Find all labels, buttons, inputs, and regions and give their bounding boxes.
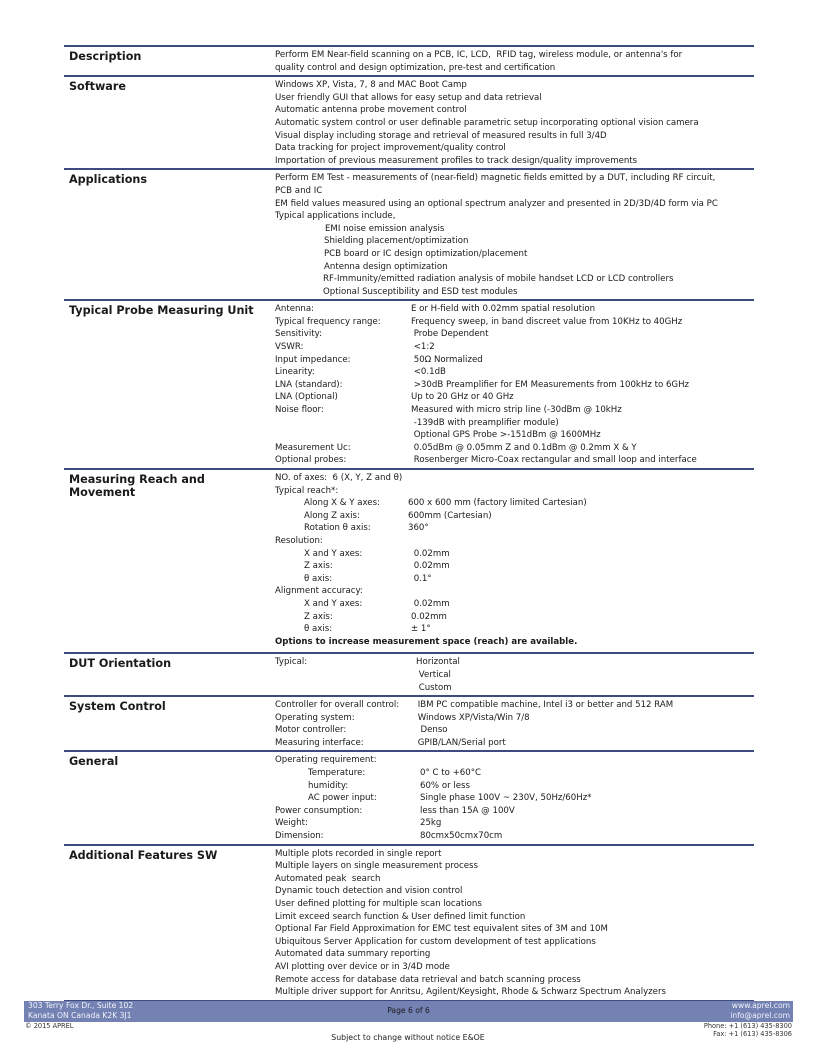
spec-value: -139dB with preamplifier module)	[411, 417, 559, 428]
spec-row	[275, 767, 754, 780]
text-line: Windows XP, Vista, 7, 8 and MAC Boot Camp	[275, 80, 467, 91]
text-line: PCB and IC	[275, 185, 323, 196]
spec-label: Noise floor:	[275, 405, 324, 416]
spec-value: 50Ω Normalized	[411, 354, 483, 365]
spec-label: Temperature:	[308, 768, 366, 779]
text-line: EM field values measured using an optional spectrum analyzer and presented in 2D/3D/4D form via PC	[275, 198, 718, 209]
spec-row	[275, 442, 754, 455]
list-item: Optional Susceptibility and ESD test modules	[323, 286, 518, 297]
feature-item: AVI plotting over device or in 3/4D mode	[275, 961, 450, 972]
spec-label: VSWR:	[275, 342, 304, 353]
disclaimer-notice: Subject to change without notice E&OE	[331, 1033, 485, 1042]
spec-label: Z axis:	[304, 611, 333, 622]
spec-row	[275, 699, 754, 712]
spec-label: Dimension:	[275, 831, 324, 842]
spec-value: 0.05dBm @ 0.05mm Z and 0.1dBm @ 0.2mm X & Y	[411, 442, 637, 453]
spec-row	[275, 497, 754, 510]
email-link[interactable]: info@aprel.com	[730, 1011, 790, 1020]
spec-label: humidity:	[308, 780, 349, 791]
text-line: Perform EM Test - measurements of (near-field) magnetic fields emitted by a DUT, including RF circuit,	[275, 173, 716, 184]
section-title: Description	[69, 50, 142, 63]
section-body	[275, 47, 754, 75]
spec-label: Linearity:	[275, 367, 315, 378]
section-body	[275, 697, 754, 750]
spec-label: Along Z axis:	[304, 510, 360, 521]
section-reach	[64, 468, 754, 649]
spec-value: Rosenberger Micro-Coax rectangular and small loop and interface	[411, 455, 697, 466]
orientation-values	[416, 656, 460, 694]
spec-value: 600 x 600 mm (factory limited Cartesian)	[408, 498, 587, 509]
text-line: User friendly GUI that allows for easy setup and data retrieval	[275, 92, 542, 103]
spec-label: Antenna:	[275, 304, 315, 315]
section-title-line: Measuring Reach and	[69, 473, 205, 486]
spec-label: AC power input:	[308, 793, 377, 804]
spec-label: Input impedance:	[275, 354, 351, 365]
spec-value: E or H-field with 0.02mm spatial resolution	[411, 304, 596, 315]
spec-label: Motor controller:	[275, 725, 347, 736]
section-probe	[64, 299, 754, 468]
spec-label	[275, 429, 411, 442]
spec-row	[275, 598, 754, 611]
section-title: DUT Orientation	[69, 657, 172, 671]
spec-value: 0.02mm	[411, 611, 447, 622]
spec-value: Optional GPS Probe >-151dBm @ 1600MHz	[411, 430, 601, 441]
spec-label: Measurement Uc:	[275, 442, 351, 453]
spec-value: 0° C to +60°C	[420, 768, 482, 779]
feature-item: Multiple layers on single measurement process	[275, 861, 478, 872]
text-line: Data tracking for project improvement/quality control	[275, 143, 506, 154]
section-body	[275, 846, 754, 1000]
feature-item: Automated data summary reporting	[275, 949, 431, 960]
section-body	[275, 654, 754, 695]
spec-value: 0.02mm	[411, 598, 450, 609]
spec-label: Weight:	[275, 818, 308, 829]
spec-label: X and Y axes:	[304, 598, 363, 609]
spec-value: 0.1°	[411, 573, 432, 584]
spec-value: >30dB Preamplifier for EM Measurements from 100kHz to 6GHz	[411, 379, 690, 390]
spec-row	[275, 560, 754, 573]
section-dut-orientation	[64, 652, 754, 695]
section-body	[275, 470, 754, 649]
spec-value: <1:2	[411, 342, 435, 353]
section-title	[64, 470, 275, 649]
spec-value: 0.02mm	[411, 561, 450, 572]
spec-row	[275, 316, 754, 329]
section-additional-features	[64, 844, 754, 1002]
list-item: Shielding placement/optimization	[324, 236, 469, 247]
section-title: Applications	[69, 173, 148, 187]
spec-row	[275, 712, 754, 725]
spec-value: 360°	[408, 523, 429, 534]
spec-value: 25kg	[420, 818, 442, 829]
spec-label: θ axis:	[304, 624, 333, 635]
text-line: Perform EM Near-field scanning on a PCB, IC, LCD, RFID tag, wireless module, or antenna's for	[275, 50, 683, 60]
section-title-line: Movement	[69, 486, 136, 499]
spec-row	[275, 366, 754, 379]
text-line: Typical applications include,	[275, 211, 396, 222]
section-body	[275, 170, 754, 299]
spec-value: 80cmx50cmx70cm	[420, 831, 503, 842]
subheading: Alignment accuracy:	[275, 586, 363, 597]
list-item: RF-Immunity/emitted radiation analysis of mobile handset LCD or LCD controllers	[323, 274, 674, 285]
spec-row	[275, 303, 754, 316]
section-description	[64, 45, 754, 75]
spec-label: Sensitivity:	[275, 329, 323, 340]
text-line: Importation of previous measurement profiles to track design/quality improvements	[275, 155, 638, 166]
orientation-value: Custom	[416, 682, 452, 693]
spec-row	[275, 573, 754, 586]
spec-value: 0.02mm	[411, 548, 450, 559]
copyright: © 2015 APREL	[25, 1022, 74, 1030]
section-title: Typical Probe Measuring Unit	[69, 304, 254, 318]
spec-label: Along X & Y axes:	[304, 498, 380, 509]
spec-label: Power consumption:	[275, 805, 363, 816]
spec-label: Typical frequency range:	[275, 316, 381, 327]
section-applications	[64, 168, 754, 299]
spec-row	[275, 737, 754, 750]
spec-row	[275, 792, 754, 805]
spec-value: Single phase 100V ~ 230V, 50Hz/60Hz*	[420, 793, 592, 804]
spec-row	[275, 510, 754, 523]
spec-label: θ axis:	[304, 573, 333, 584]
spec-row	[275, 611, 754, 624]
spec-value: Frequency sweep, in band discreet value from 10KHz to 40GHz	[411, 316, 683, 327]
spec-row	[275, 429, 754, 442]
address-line: Kanata ON Canada K2K 3J1	[28, 1011, 132, 1020]
list-item: Antenna design optimization	[324, 261, 448, 272]
spec-row	[275, 548, 754, 561]
spec-value: ± 1°	[411, 624, 431, 635]
spec-row	[275, 805, 754, 818]
subheading: Resolution:	[275, 535, 323, 546]
spec-row	[275, 656, 754, 694]
subheading: Typical reach*:	[275, 485, 339, 496]
orientation-value: Horizontal	[416, 657, 460, 668]
spec-value: Measured with micro strip line (-30dBm @ 10kHz	[411, 405, 622, 416]
spec-row	[275, 623, 754, 636]
text-line: Automatic system control or user definable parametric setup incorporating optional vision camera	[275, 117, 699, 128]
spec-label: Controller for overall control:	[275, 700, 400, 711]
spec-row	[275, 817, 754, 830]
spec-row	[275, 522, 754, 535]
fax-number: Fax: +1 (613) 435-8306	[713, 1030, 792, 1038]
website-link[interactable]: www.aprel.com	[731, 1001, 790, 1010]
footer-band	[24, 1001, 793, 1022]
reach-note: Options to increase measurement space (reach) are available.	[275, 636, 578, 647]
spec-label: Optional probes:	[275, 455, 347, 466]
spec-label	[275, 417, 411, 430]
section-title: Additional Features SW	[69, 848, 218, 862]
section-system-control	[64, 695, 754, 750]
spec-value: Denso	[415, 725, 448, 736]
spec-value: <0.1dB	[411, 367, 446, 378]
list-item: EMI noise emission analysis	[325, 223, 445, 234]
feature-item: Remote access for database data retrieval and batch scanning process	[275, 974, 581, 985]
section-software	[64, 75, 754, 168]
section-body	[275, 301, 754, 468]
list-item: PCB board or IC design optimization/placement	[324, 248, 528, 259]
feature-item: Automated peak search	[275, 873, 381, 884]
spec-value: less than 15A @ 100V	[420, 805, 515, 816]
section-general	[64, 750, 754, 843]
spec-label: Operating system:	[275, 712, 355, 723]
footer-contact	[730, 1001, 790, 1021]
axes-count: NO. of axes: 6 (X, Y, Z and θ)	[275, 473, 403, 483]
section-title: Software	[69, 80, 126, 94]
spec-row	[275, 724, 754, 737]
spec-value: 60% or less	[420, 780, 470, 791]
spec-row	[275, 328, 754, 341]
spec-row	[275, 404, 754, 417]
spec-row	[275, 341, 754, 354]
spec-value: IBM PC compatible machine, Intel i3 or better and 512 RAM	[415, 700, 674, 711]
spec-row	[275, 830, 754, 843]
phone-number: Phone: +1 (613) 435-8300	[703, 1022, 792, 1030]
spec-label: Typical:	[275, 657, 308, 668]
section-title: General	[69, 755, 119, 769]
spec-label: LNA (Optional)	[275, 392, 338, 403]
spec-row	[275, 391, 754, 404]
orientation-value: Vertical	[416, 669, 451, 680]
spec-row	[275, 417, 754, 430]
spec-label: Z axis:	[304, 561, 333, 572]
spec-value: Up to 20 GHz or 40 GHz	[411, 392, 514, 403]
text-line: quality control and design optimization, pre-test and certification	[275, 62, 556, 73]
address-line: 303 Terry Fox Dr., Suite 102	[28, 1001, 134, 1010]
spec-row	[275, 354, 754, 367]
feature-item: User defined plotting for multiple scan locations	[275, 899, 482, 909]
spec-row	[275, 780, 754, 793]
subheading: Operating requirement:	[275, 755, 377, 766]
section-body	[275, 752, 754, 843]
spec-value: 600mm (Cartesian)	[408, 510, 492, 521]
spec-value: Probe Dependent	[411, 329, 489, 340]
feature-item: Dynamic touch detection and vision control	[275, 886, 463, 897]
feature-item: Optional Far Field Approximation for EMC test equivalent sites of 3M and 10M	[275, 924, 608, 935]
spec-label: Rotation θ axis:	[304, 523, 371, 534]
text-line: Automatic antenna probe movement control	[275, 105, 467, 116]
page-number: Page 6 of 6	[387, 1006, 430, 1015]
section-body	[275, 77, 754, 168]
spec-value: GPIB/LAN/Serial port	[415, 737, 506, 748]
spec-row	[275, 454, 754, 467]
text-line: Visual display including storage and retrieval of measured results in full 3/4D	[275, 130, 607, 141]
section-title: System Control	[69, 700, 166, 714]
feature-item: Ubiquitous Server Application for custom development of test applications	[275, 936, 596, 947]
spec-row	[275, 379, 754, 392]
spec-value: Windows XP/Vista/Win 7/8	[415, 712, 530, 723]
feature-item: Limit exceed search function & User defined limit function	[275, 911, 526, 922]
spec-table	[64, 45, 754, 1002]
feature-item: Multiple driver support for Anritsu, Agilent/Keysight, Rhode & Schwarz Spectrum Analyzers	[275, 987, 666, 998]
spec-label: Measuring interface:	[275, 737, 364, 748]
spec-label: X and Y axes:	[304, 548, 363, 559]
spec-label: LNA (standard):	[275, 379, 343, 390]
feature-item: Multiple plots recorded in single report	[275, 848, 442, 859]
